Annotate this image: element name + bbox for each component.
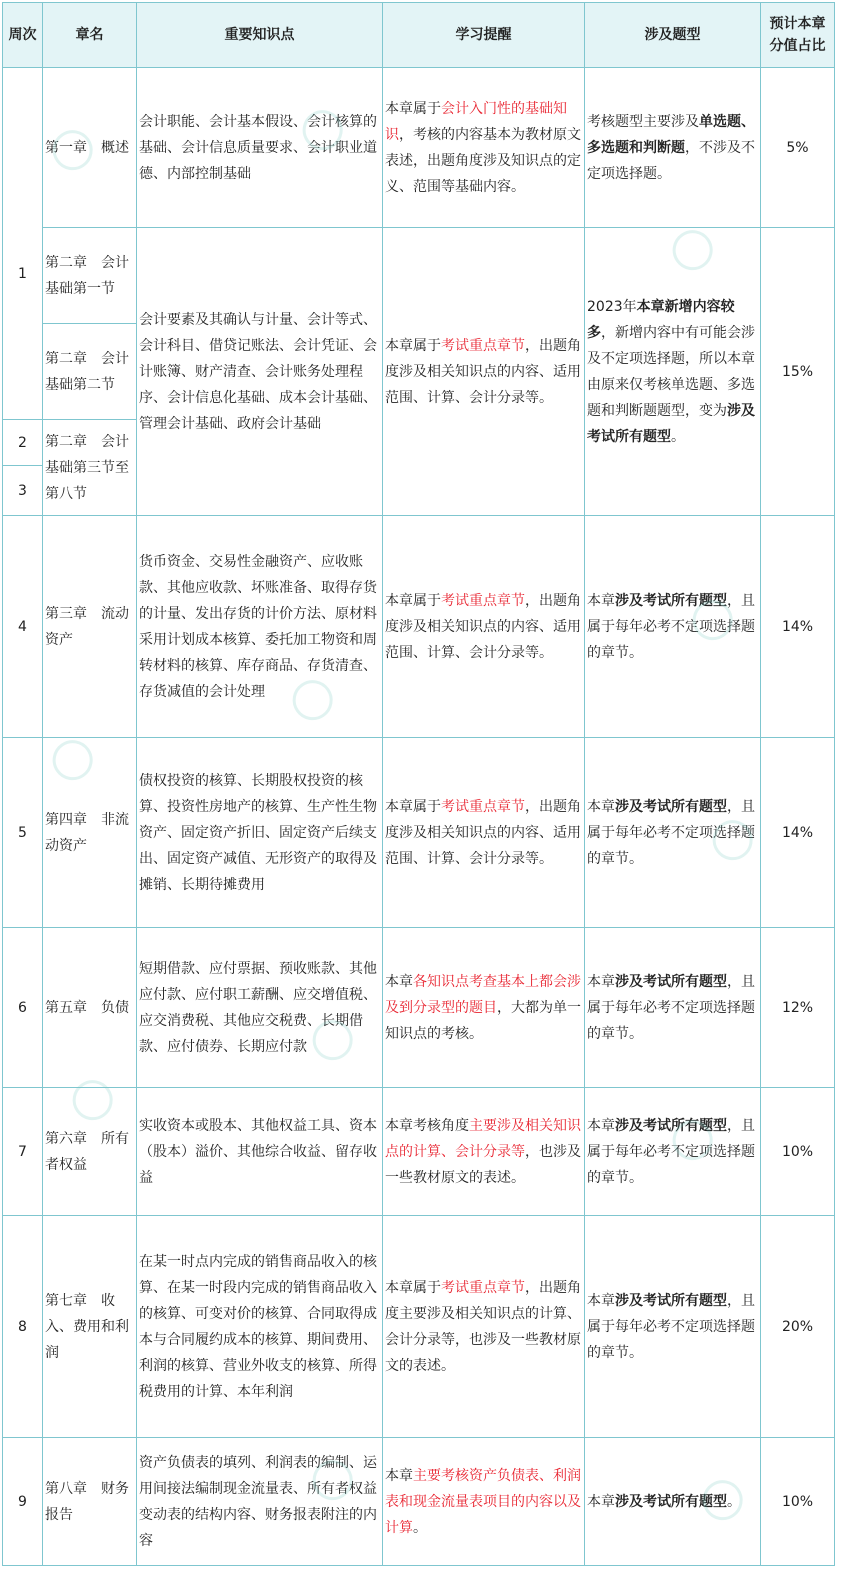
types-cell [585, 738, 761, 928]
types-text: ，且属于每年必考不定项选择题的章节。 [587, 973, 755, 1042]
chapter-cell: 第五章 负债 [43, 928, 137, 1088]
week-cell: 7 [3, 1088, 43, 1216]
types-bold: 涉及考试所有题型 [615, 973, 727, 990]
table-row [3, 1088, 835, 1216]
tips-text: 本章属于 [385, 1279, 441, 1296]
points-cell: 短期借款、应付票据、预收账款、其他应付款、应付职工薪酬、应交增值税、应交消费税、其他应交税费、长期借款、应付债券、长期应付款 [137, 928, 383, 1088]
table-row [3, 738, 835, 928]
pct-cell: 14% [761, 516, 835, 738]
tips-cell [383, 228, 585, 516]
pct-cell: 20% [761, 1216, 835, 1438]
tips-highlight: 会计入门性的基础知识 [385, 100, 567, 143]
types-text: ，且属于每年必考不定项选择题的章节。 [587, 1117, 755, 1186]
types-cell [585, 1088, 761, 1216]
tips-text: 。 [413, 1519, 427, 1536]
types-bold: 单选题、多选题和判断题 [587, 113, 755, 156]
tips-highlight: 考试重点章节 [441, 1279, 525, 1296]
points-cell: 会计要素及其确认与计量、会计等式、会计科目、借贷记账法、会计凭证、会计账簿、财产清查、会计账务处理程序、会计信息化基础、成本会计基础、管理会计基础、政府会计基础 [137, 228, 383, 516]
week-cell: 4 [3, 516, 43, 738]
tips-text: 本章 [385, 1467, 413, 1484]
table-row [3, 1216, 835, 1438]
tips-cell [383, 68, 585, 228]
header-tips: 学习提醒 [383, 3, 585, 68]
types-bold: 涉及考试所有题型 [615, 1493, 727, 1510]
tips-text: 本章属于 [385, 798, 441, 815]
types-bold: 涉及考试所有题型 [615, 1292, 727, 1309]
pct-cell: 15% [761, 228, 835, 516]
tips-text: ，大都为单一知识点的考核。 [385, 999, 581, 1042]
tips-cell [383, 738, 585, 928]
types-text: 本章 [587, 592, 615, 609]
week-cell: 6 [3, 928, 43, 1088]
table-row [3, 1438, 835, 1566]
tips-highlight: 考试重点章节 [441, 798, 525, 815]
pct-cell: 10% [761, 1088, 835, 1216]
points-cell: 货币资金、交易性金融资产、应收账款、其他应收款、坏账准备、取得存货的计量、发出存货的计价方法、原材料采用计划成本核算、委托加工物资和周转材料的核算、库存商品、存货清查、存货减值的会计处理 [137, 516, 383, 738]
week-cell [3, 420, 43, 466]
header-row [3, 3, 835, 68]
tips-text: ，出题角度主要涉及相关知识点的计算、会计分录等，也涉及一些教材原文的表述。 [385, 1279, 581, 1374]
table-row [3, 68, 835, 228]
tips-highlight: 主要考核资产负债表、利润表和现金流量表项目的内容以及计算 [385, 1467, 581, 1536]
chapter-cell: 第一章 概述 [43, 68, 137, 228]
types-cell [585, 228, 761, 516]
week-cell: 5 [3, 738, 43, 928]
pct-cell: 12% [761, 928, 835, 1088]
points-cell: 资产负债表的填列、利润表的编制、运用间接法编制现金流量表、所有者权益变动表的结构内容、财务报表附注的内容 [137, 1438, 383, 1566]
tips-cell [383, 928, 585, 1088]
week-cell [3, 466, 43, 516]
types-text: ，且属于每年必考不定项选择题的章节。 [587, 1292, 755, 1361]
tips-highlight: 各知识点考查基本上都会涉及到分录型的题目 [385, 973, 581, 1016]
tips-cell [383, 516, 585, 738]
types-cell [585, 1438, 761, 1566]
types-cell [585, 1216, 761, 1438]
tips-text: ，出题角度涉及相关知识点的内容、适用范围、计算、会计分录等。 [385, 798, 581, 867]
pct-cell: 10% [761, 1438, 835, 1566]
points-cell: 实收资本或股本、其他权益工具、资本（股本）溢价、其他综合收益、留存收益 [137, 1088, 383, 1216]
types-bold: 本章新增内容较多 [587, 298, 735, 341]
chapter-cell: 第二章 会计基础第一节 [43, 228, 137, 324]
table-row [3, 516, 835, 738]
chapter-cell: 第六章 所有者权益 [43, 1088, 137, 1216]
tips-cell [383, 1216, 585, 1438]
chapter-cell: 第三章 流动资产 [43, 516, 137, 738]
chapter-cell: 第二章 会计基础第三节至第八节 [43, 420, 137, 516]
types-text: ，不涉及不定项选择题。 [587, 139, 755, 182]
points-cell: 在某一时点内完成的销售商品收入的核算、在某一时段内完成的销售商品收入的核算、可变对价的核算、合同取得成本与合同履约成本的核算、期间费用、利润的核算、营业外收支的核算、所得税费用的计算、本年利润 [137, 1216, 383, 1438]
week-1: 1 [18, 265, 27, 282]
tips-text: 本章属于 [385, 337, 441, 354]
tips-cell [383, 1438, 585, 1566]
chapter-cell: 第七章 收入、费用和利润 [43, 1216, 137, 1438]
tips-text: ，考核的内容基本为教材原文表述，出题角度涉及知识点的定义、范围等基础内容。 [385, 126, 581, 195]
types-cell [585, 928, 761, 1088]
chapter-cell: 第八章 财务报告 [43, 1438, 137, 1566]
types-bold: 涉及考试所有题型 [615, 592, 727, 609]
types-text: 本章 [587, 1117, 615, 1134]
tips-highlight: 考试重点章节 [441, 337, 525, 354]
tips-text: 本章考核角度 [385, 1117, 469, 1134]
tips-highlight: 考试重点章节 [441, 592, 525, 609]
types-text: 本章 [587, 1292, 615, 1309]
points-cell: 会计职能、会计基本假设、会计核算的基础、会计信息质量要求、会计职业道德、内部控制基础 [137, 68, 383, 228]
week-2: 2 [18, 434, 27, 451]
types-text: 2023年 [587, 298, 637, 315]
tips-text: ，也涉及一些教材原文的表述。 [385, 1143, 581, 1186]
tips-text: 本章 [385, 973, 413, 990]
header-chapter: 章名 [43, 3, 137, 68]
types-text: 本章 [587, 1493, 615, 1510]
tips-highlight: 主要涉及相关知识点的计算、会计分录等 [385, 1117, 581, 1160]
header-types: 涉及题型 [585, 3, 761, 68]
week-cell: 8 [3, 1216, 43, 1438]
chapter-cell: 第四章 非流动资产 [43, 738, 137, 928]
types-text: 。 [671, 428, 685, 445]
pct-cell: 14% [761, 738, 835, 928]
week-cell: 9 [3, 1438, 43, 1566]
types-text: ，且属于每年必考不定项选择题的章节。 [587, 592, 755, 661]
tips-text: 本章属于 [385, 592, 441, 609]
header-points: 重要知识点 [137, 3, 383, 68]
header-pct: 预计本章分值占比 [761, 3, 835, 68]
types-bold: 涉及考试所有题型 [587, 402, 755, 445]
types-text: ，新增内容中有可能会涉及不定项选择题，所以本章由原来仅考核单选题、多选题和判断题题型，变为 [587, 324, 755, 419]
types-cell [585, 516, 761, 738]
types-bold: 涉及考试所有题型 [615, 1117, 727, 1134]
tips-cell [383, 1088, 585, 1216]
header-week: 周次 [3, 3, 43, 68]
chapter-cell: 第二章 会计基础第二节 [43, 324, 137, 420]
types-text: 本章 [587, 798, 615, 815]
week-3: 3 [18, 482, 27, 499]
types-text: 本章 [587, 973, 615, 990]
study-plan-table [2, 2, 835, 1566]
types-text: 。 [727, 1493, 741, 1510]
types-text: 考核题型主要涉及 [587, 113, 699, 130]
tips-text: ，出题角度涉及相关知识点的内容、适用范围、计算、会计分录等。 [385, 592, 581, 661]
tips-text: 本章属于 [385, 100, 441, 117]
types-bold: 涉及考试所有题型 [615, 798, 727, 815]
types-cell [585, 68, 761, 228]
points-cell: 债权投资的核算、长期股权投资的核算、投资性房地产的核算、生产性生物资产、固定资产折旧、固定资产后续支出、固定资产减值、无形资产的取得及摊销、长期待摊费用 [137, 738, 383, 928]
pct-cell: 5% [761, 68, 835, 228]
table-row [3, 928, 835, 1088]
tips-text: ，出题角度涉及相关知识点的内容、适用范围、计算、会计分录等。 [385, 337, 581, 406]
table-row [3, 228, 835, 324]
week-cell [3, 68, 43, 420]
types-text: ，且属于每年必考不定项选择题的章节。 [587, 798, 755, 867]
